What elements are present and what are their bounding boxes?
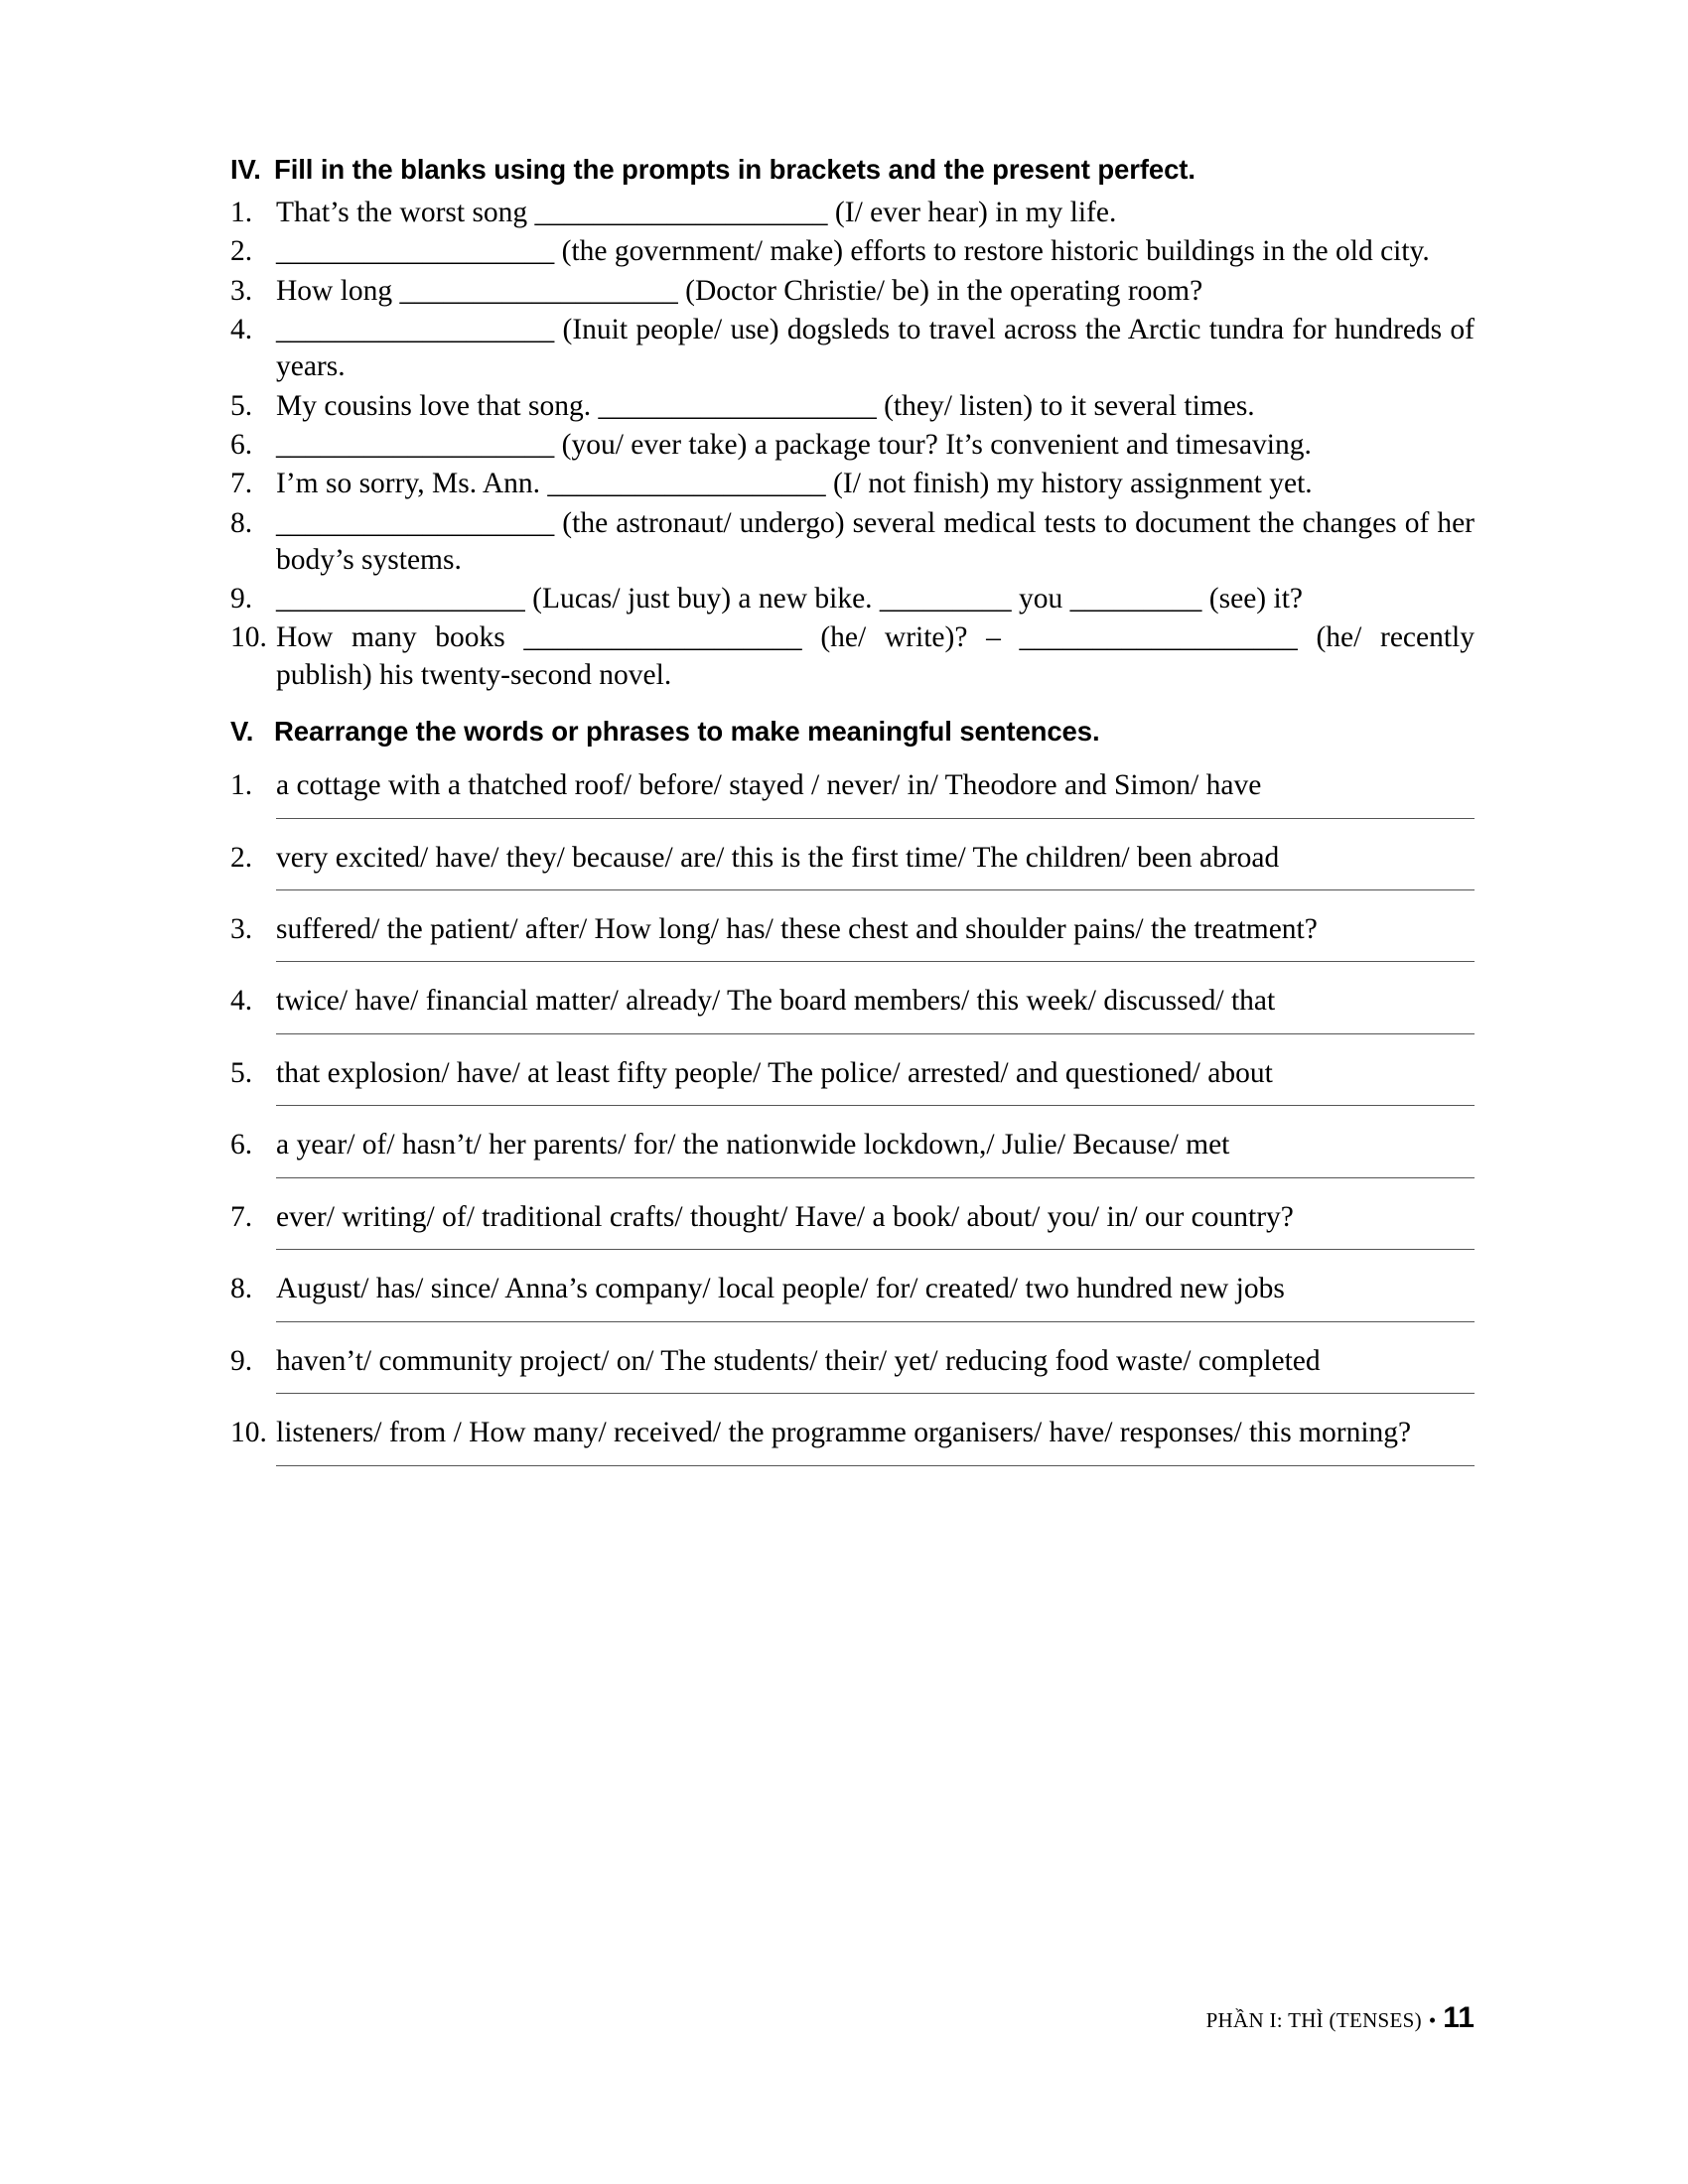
list-item: [230, 505, 1475, 580]
item-text: listeners/ from / How many/ received/ the programme organisers/ have/ responses/ this morning?: [276, 1417, 1412, 1449]
item-number: 7.: [230, 1200, 253, 1233]
list-item: [230, 1127, 1475, 1177]
item-number: 4.: [230, 313, 253, 345]
item-number: 9.: [230, 1344, 253, 1377]
item-number: 5.: [230, 389, 253, 422]
list-item: [230, 388, 1475, 425]
list-item: [230, 233, 1475, 270]
item-number: 8.: [230, 506, 253, 539]
item-text: a cottage with a thatched roof/ before/ stayed / never/ in/ Theodore and Simon/ have: [276, 769, 1262, 802]
item-number: 2.: [230, 841, 253, 874]
item-number: 4.: [230, 985, 253, 1018]
section-title-v: Rearrange the words or phrases to make meaningful sentences.: [274, 716, 1100, 748]
answer-line[interactable]: [276, 1105, 1475, 1106]
footer-separator-dot: •: [1428, 2008, 1437, 2032]
item-text: that explosion/ have/ at least fifty people/ The police/ arrested/ and questioned/ about: [276, 1056, 1273, 1089]
list-item: [230, 195, 1475, 231]
list-item: [230, 840, 1475, 890]
item-text: That’s the worst song ____________________ (I/ ever hear) in my life.: [276, 197, 1117, 228]
item-text: ___________________ (Inuit people/ use) dogsleds to travel across the Arctic tundra for hundreds of years.: [276, 313, 1475, 383]
section-number-v: V.: [230, 716, 254, 748]
list-item: [230, 1199, 1475, 1250]
footer-chapter-label: PHẦN I: THÌ (TENSES): [1205, 2008, 1422, 2032]
answer-line[interactable]: [276, 889, 1475, 890]
item-text: very excited/ have/ they/ because/ are/ this is the first time/ The children/ been abroad: [276, 841, 1280, 874]
list-item: [230, 767, 1475, 818]
question-list-iv: [230, 195, 1475, 694]
list-item: [230, 1415, 1475, 1465]
item-text: My cousins love that song. ___________________ (they/ listen) to it several times.: [276, 389, 1255, 422]
item-number: 9.: [230, 583, 253, 615]
answer-line[interactable]: [276, 1177, 1475, 1178]
item-number: 10.: [230, 621, 267, 654]
list-item: [230, 983, 1475, 1033]
item-number: 1.: [230, 197, 253, 228]
item-number: 8.: [230, 1273, 253, 1305]
list-item: [230, 427, 1475, 464]
item-text: ___________________ (the government/ make) efforts to restore historic buildings in the old city.: [276, 235, 1430, 268]
item-text: ever/ writing/ of/ traditional crafts/ thought/ Have/ a book/ about/ you/ in/ our country?: [276, 1200, 1294, 1233]
list-item: [230, 1055, 1475, 1106]
item-number: 3.: [230, 912, 253, 945]
item-text: How many books ___________________ (he/ write)? – ___________________ (he/ recently publish) his twenty-second novel.: [276, 621, 1475, 691]
item-text: a year/ of/ hasn’t/ her parents/ for/ the nationwide lockdown,/ Julie/ Because/ met: [276, 1129, 1230, 1161]
item-text: suffered/ the patient/ after/ How long/ has/ these chest and shoulder pains/ the treatment?: [276, 912, 1318, 945]
item-text: ___________________ (you/ ever take) a package tour? It’s convenient and timesaving.: [276, 428, 1312, 461]
section-heading-iv: [230, 154, 1475, 186]
list-item: [230, 911, 1475, 962]
section-heading-v: [230, 716, 1475, 748]
item-text: August/ has/ since/ Anna’s company/ local people/ for/ created/ two hundred new jobs: [276, 1273, 1285, 1305]
page-footer: [1206, 2001, 1475, 2035]
section-title-iv: Fill in the blanks using the prompts in brackets and the present perfect.: [274, 154, 1196, 185]
item-number: 3.: [230, 274, 253, 307]
item-text: twice/ have/ financial matter/ already/ The board members/ this week/ discussed/ that: [276, 985, 1276, 1018]
list-item: [230, 1271, 1475, 1321]
list-item: [230, 466, 1475, 502]
list-item: [230, 1343, 1475, 1394]
list-item: [230, 312, 1475, 386]
item-number: 5.: [230, 1056, 253, 1089]
item-number: 6.: [230, 428, 253, 461]
answer-line[interactable]: [276, 818, 1475, 819]
list-item: [230, 273, 1475, 310]
answer-line[interactable]: [276, 961, 1475, 962]
answer-line[interactable]: [276, 1249, 1475, 1250]
item-number: 1.: [230, 769, 253, 802]
item-number: 2.: [230, 235, 253, 268]
list-item: [230, 581, 1475, 617]
page-number: 11: [1443, 2001, 1475, 2034]
question-list-v: [230, 767, 1475, 1466]
item-number: 10.: [230, 1417, 267, 1449]
item-text: How long ___________________ (Doctor Christie/ be) in the operating room?: [276, 274, 1203, 307]
answer-line[interactable]: [276, 1465, 1475, 1466]
item-number: 7.: [230, 468, 253, 500]
answer-line[interactable]: [276, 1393, 1475, 1394]
list-item: [230, 619, 1475, 694]
item-text: I’m so sorry, Ms. Ann. ___________________ (I/ not finish) my history assignment yet.: [276, 468, 1313, 500]
item-text: _________________ (Lucas/ just buy) a new bike. _________ you _________ (see) it?: [276, 583, 1303, 615]
item-text: haven’t/ community project/ on/ The students/ their/ yet/ reducing food waste/ completed: [276, 1344, 1321, 1377]
item-number: 6.: [230, 1129, 253, 1161]
answer-line[interactable]: [276, 1321, 1475, 1322]
item-text: ___________________ (the astronaut/ undergo) several medical tests to document the changes of her body’s systems.: [276, 506, 1475, 576]
section-number-iv: IV.: [230, 154, 261, 185]
answer-line[interactable]: [276, 1033, 1475, 1034]
